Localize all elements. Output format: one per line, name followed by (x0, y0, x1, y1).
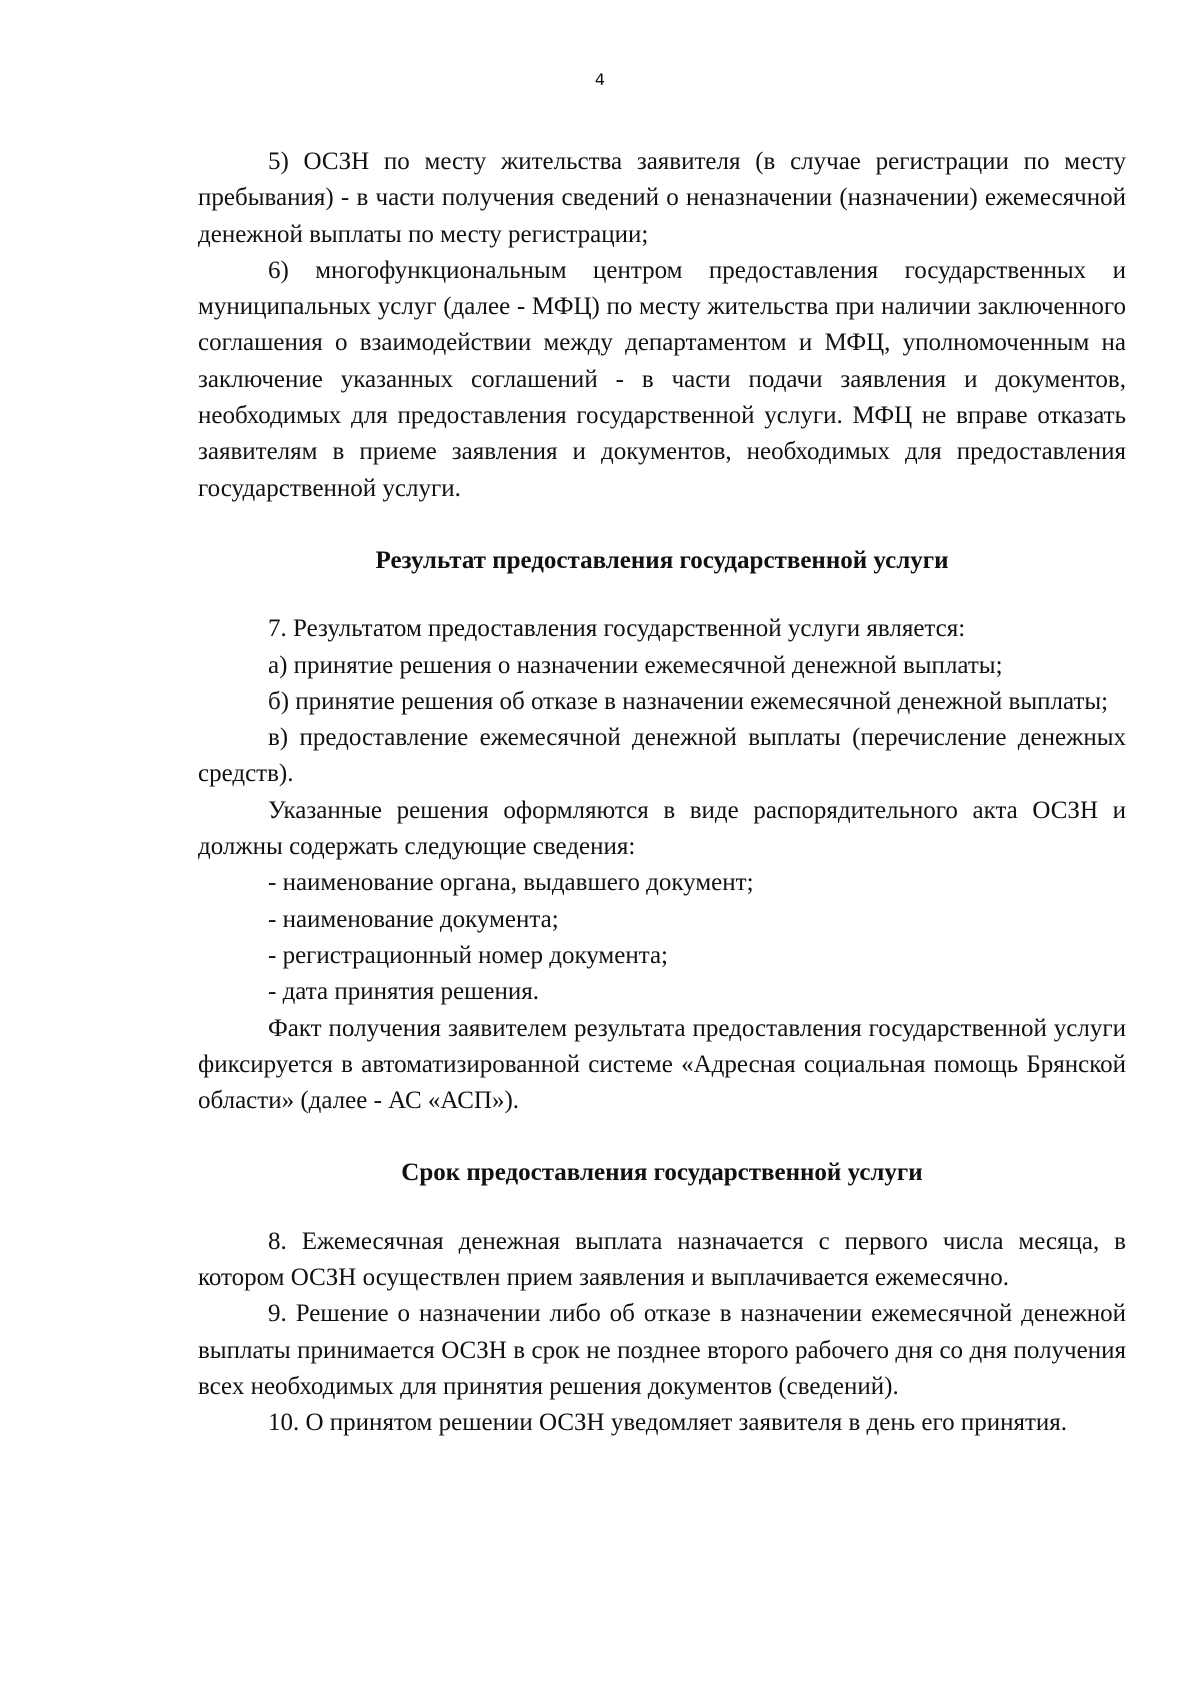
paragraph-8: 8. Ежемесячная денежная выплата назначается с первого числа месяца, в котором ОСЗН осуществлен прием заявления и выплачивается ежемесячно. (198, 1227, 1126, 1292)
paragraph-7a: а) принятие решения о назначении ежемесячной денежной выплаты; (268, 651, 1003, 679)
list-item: - наименование документа; (268, 905, 559, 933)
paragraph-9: 9. Решение о назначении либо об отказе в назначении ежемесячной денежной выплаты принимается ОСЗН в срок не позднее второго рабочего дня со дня получения всех необходимых для принятия решения документов (сведений). (198, 1300, 1126, 1400)
paragraph-10: 10. О принятом решении ОСЗН уведомляет заявителя в день его принятия. (268, 1409, 1068, 1437)
page-number: 4 (594, 70, 606, 89)
paragraph-7: 7. Результатом предоставления государственной услуги является: (268, 615, 966, 643)
list-item: - регистрационный номер документа; (268, 941, 668, 969)
paragraph-decisions: Указанные решения оформляются в виде распорядительного акта ОСЗН и должны содержать следующие сведения: (198, 796, 1126, 861)
paragraph-fact: Факт получения заявителем результата предоставления государственной услуги фиксируется в автоматизированной системе «Адресная социальная помощь Брянской области» (далее - АС «АСП»). (198, 1014, 1126, 1115)
list-item: - наименование органа, выдавшего документ; (268, 869, 754, 897)
paragraph-7b: б) принятие решения об отказе в назначении ежемесячной денежной выплаты; (268, 687, 1109, 715)
heading-result: Результат предоставления государственной услуги (375, 546, 949, 574)
list-item: - дата принятия решения. (268, 978, 539, 1006)
document-body (198, 144, 1126, 1442)
paragraph-6: 6) многофункциональным центром предоставления государственных и муниципальных услуг (далее - МФЦ) по месту жительства при наличии заключенного соглашения о взаимодействии между департаментом и МФЦ, уполномоченным на заключение указанных соглашений - в части подачи заявления и документов, необходимых для предоставления государственной услуги. МФЦ не вправе отказать заявителям в приеме заявления и документов, необходимых для предоставления государственной услуги. (198, 256, 1126, 502)
heading-term: Срок предоставления государственной услуги (401, 1159, 923, 1187)
paragraph-7c: в) предоставление ежемесячной денежной выплаты (перечисление денежных средств). (198, 724, 1126, 788)
paragraph-5: 5) ОСЗН по месту жительства заявителя (в случае регистрации по месту пребывания) - в части получения сведений о неназначении (назначении) ежемесячной денежной выплаты по месту регистрации; (198, 148, 1126, 248)
